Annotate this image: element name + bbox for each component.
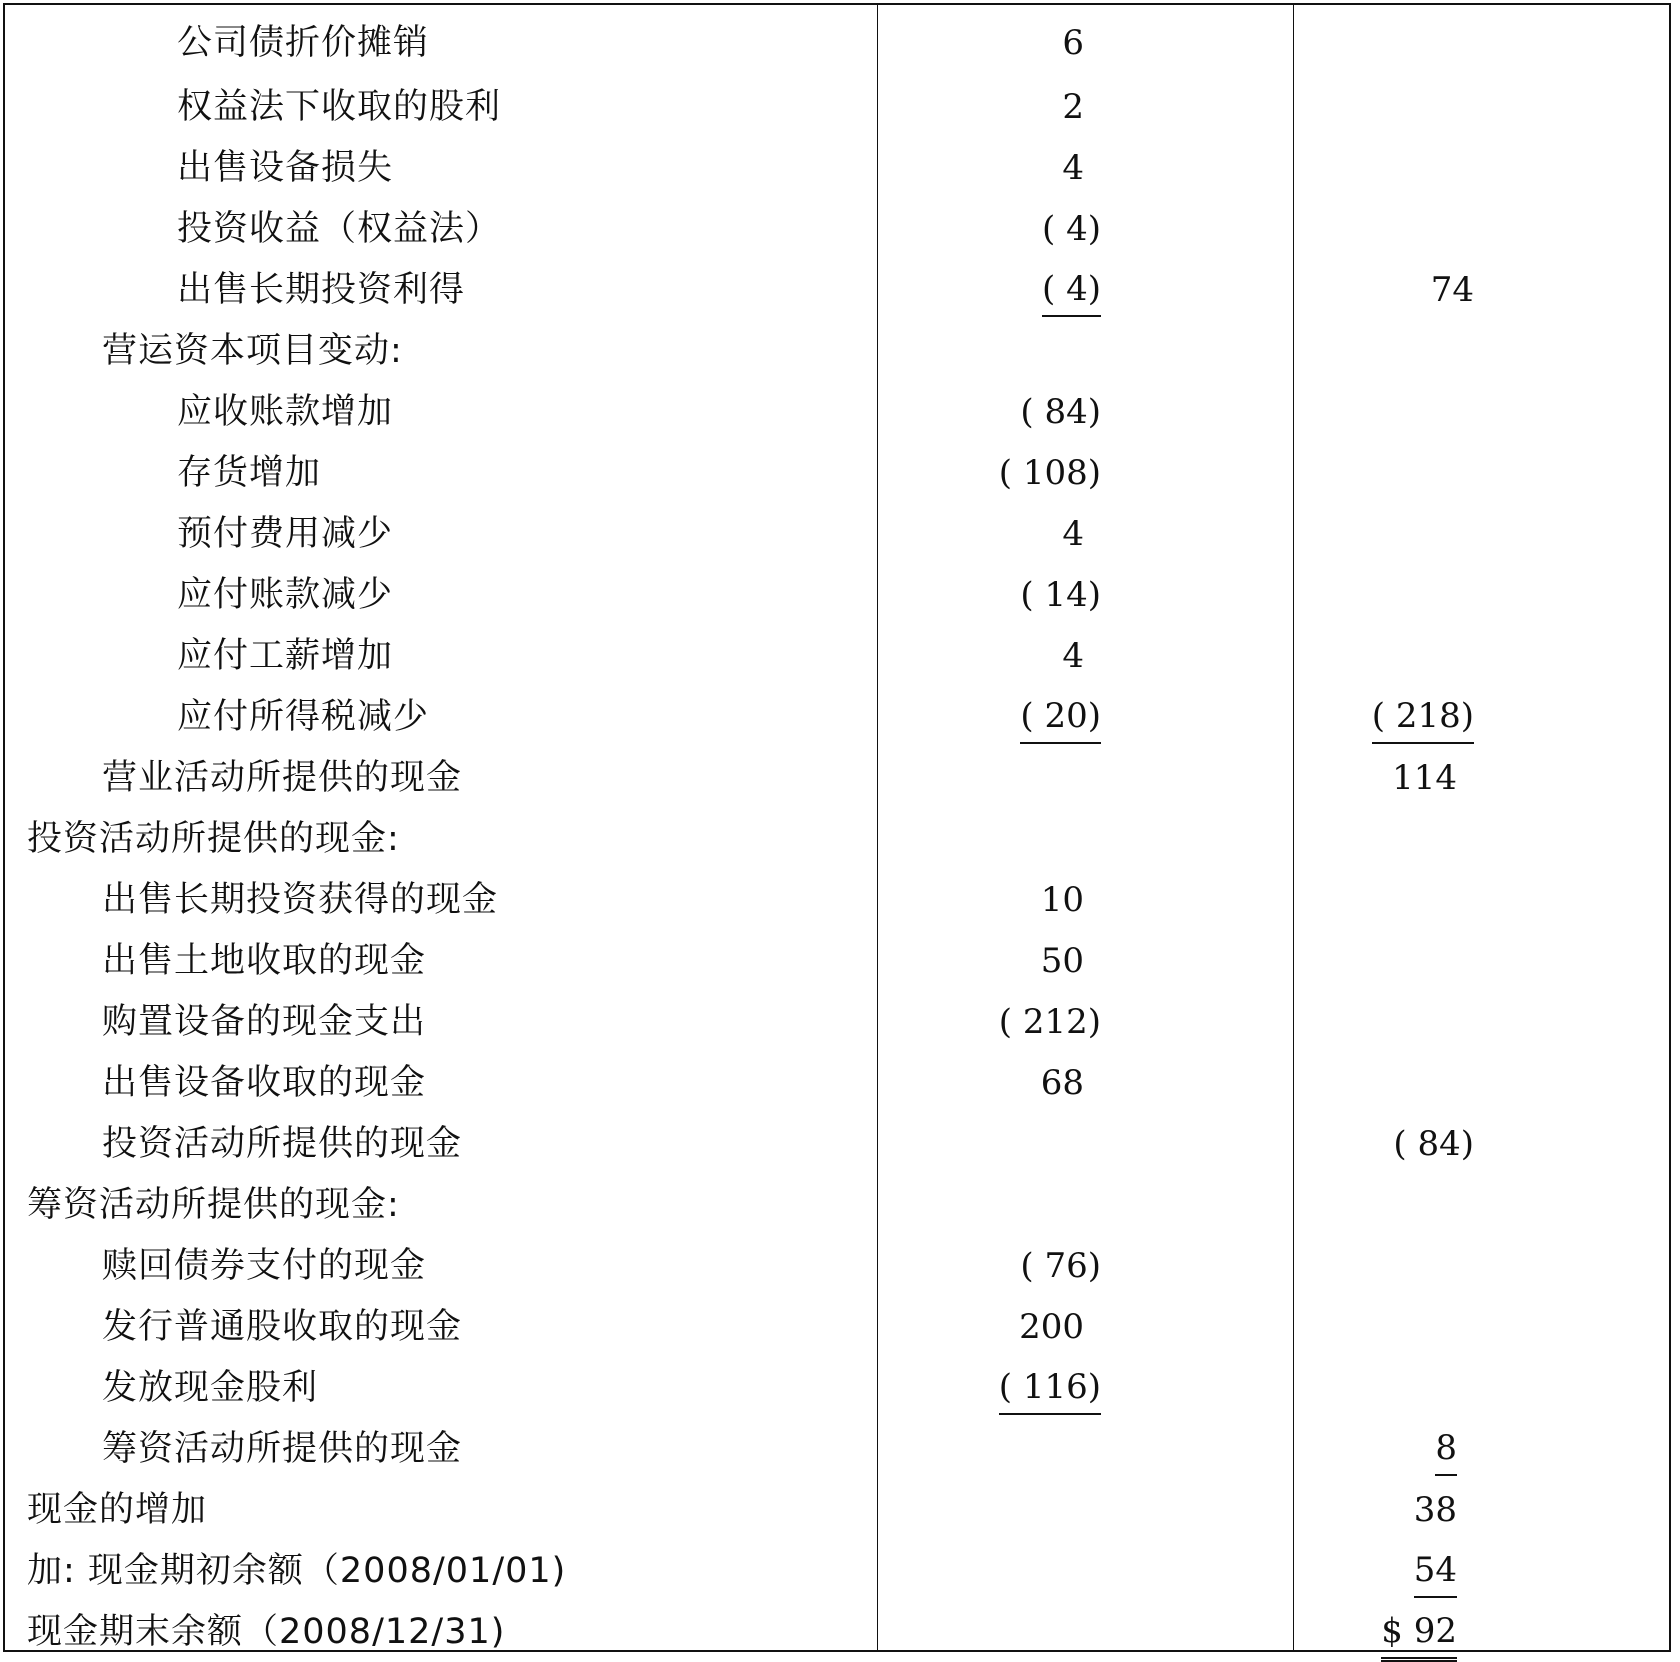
row-label: 投资活动所提供的现金 — [102, 1124, 463, 1164]
row-label: 发放现金股利 — [102, 1368, 319, 1408]
row-label: 应付账款减少 — [177, 575, 394, 615]
row-label: 加: 现金期初余额（2008/01/01) — [27, 1551, 567, 1591]
table-row — [5, 1297, 1669, 1357]
section-heading: 投资活动所提供的现金: — [27, 819, 400, 859]
row-label: 应收账款增加 — [177, 392, 394, 432]
amount-col1: 10 — [1040, 880, 1084, 920]
amount-col1: ( 4) — [1042, 209, 1101, 249]
amount-col2-total: $ 92 — [1381, 1607, 1457, 1662]
table-row — [5, 443, 1669, 503]
table-row — [5, 138, 1669, 198]
table-row — [5, 1480, 1669, 1540]
row-label: 投资收益（权益法） — [177, 209, 502, 249]
row-label: 公司债折价摊销 — [177, 23, 430, 63]
amount-col1: ( 84) — [1020, 392, 1101, 432]
amount-col1: ( 116) — [999, 1363, 1101, 1415]
amount-col1: ( 14) — [1020, 575, 1101, 615]
row-label: 存货增加 — [177, 453, 322, 493]
table-row — [5, 1541, 1669, 1601]
table-row — [5, 504, 1669, 564]
amount-col1: 4 — [1062, 636, 1084, 676]
section-heading: 筹资活动所提供的现金: — [27, 1185, 400, 1225]
amount-col1: ( 212) — [998, 1002, 1101, 1042]
amount-col2: ( 218) — [1372, 692, 1474, 744]
amount-col2: 8 — [1435, 1424, 1457, 1476]
table-row — [5, 321, 1669, 381]
table-row — [5, 1175, 1669, 1235]
row-label: 出售设备收取的现金 — [102, 1063, 427, 1103]
amount-col2: 54 — [1414, 1546, 1457, 1598]
table-row — [5, 931, 1669, 991]
table-row — [5, 809, 1669, 869]
cash-flow-table — [3, 3, 1671, 1652]
table-row — [5, 687, 1669, 747]
table-row — [5, 626, 1669, 686]
row-label: 出售长期投资获得的现金 — [102, 880, 499, 920]
row-label: 筹资活动所提供的现金 — [102, 1429, 463, 1469]
amount-col1: 6 — [1062, 23, 1084, 63]
row-label: 出售设备损失 — [177, 148, 394, 188]
amount-col1: 4 — [1062, 514, 1084, 554]
amount-col1: 50 — [1040, 941, 1084, 981]
section-subheading: 营运资本项目变动: — [102, 331, 403, 371]
table-row — [5, 1358, 1669, 1418]
table-row — [5, 13, 1669, 73]
amount-col1: 2 — [1062, 87, 1084, 127]
table-row — [5, 870, 1669, 930]
row-label: 营业活动所提供的现金 — [102, 758, 463, 798]
row-label: 出售土地收取的现金 — [102, 941, 427, 981]
amount-col2: 114 — [1392, 758, 1457, 798]
amount-col1: ( 4) — [1042, 265, 1101, 317]
table-row — [5, 1602, 1669, 1662]
amount-col1: 200 — [1019, 1307, 1084, 1347]
table-row — [5, 992, 1669, 1052]
table-row — [5, 748, 1669, 808]
amount-col1: ( 20) — [1020, 692, 1101, 744]
amount-col2: ( 84) — [1393, 1124, 1474, 1164]
row-label: 出售长期投资利得 — [177, 270, 466, 310]
table-row — [5, 1236, 1669, 1296]
amount-col1: ( 76) — [1020, 1246, 1101, 1286]
table-row — [5, 382, 1669, 442]
table-row — [5, 199, 1669, 259]
amount-col1: ( 108) — [998, 453, 1101, 493]
table-row — [5, 77, 1669, 137]
row-label: 预付费用减少 — [177, 514, 394, 554]
amount-col2: 38 — [1413, 1490, 1457, 1530]
row-label: 现金期末余额（2008/12/31) — [27, 1612, 506, 1652]
row-label: 现金的增加 — [27, 1490, 208, 1530]
amount-col2: 74 — [1430, 270, 1474, 310]
row-label: 赎回债券支付的现金 — [102, 1246, 427, 1286]
row-label: 权益法下收取的股利 — [177, 87, 502, 127]
amount-col1: 4 — [1062, 148, 1084, 188]
table-row — [5, 1053, 1669, 1113]
row-label: 购置设备的现金支出 — [102, 1002, 427, 1042]
table-row — [5, 260, 1669, 320]
table-row — [5, 1419, 1669, 1479]
row-label: 应付所得税减少 — [177, 697, 430, 737]
table-row — [5, 565, 1669, 625]
amount-col1: 68 — [1040, 1063, 1084, 1103]
row-label: 发行普通股收取的现金 — [102, 1307, 463, 1347]
row-label: 应付工薪增加 — [177, 636, 394, 676]
table-row — [5, 1114, 1669, 1174]
